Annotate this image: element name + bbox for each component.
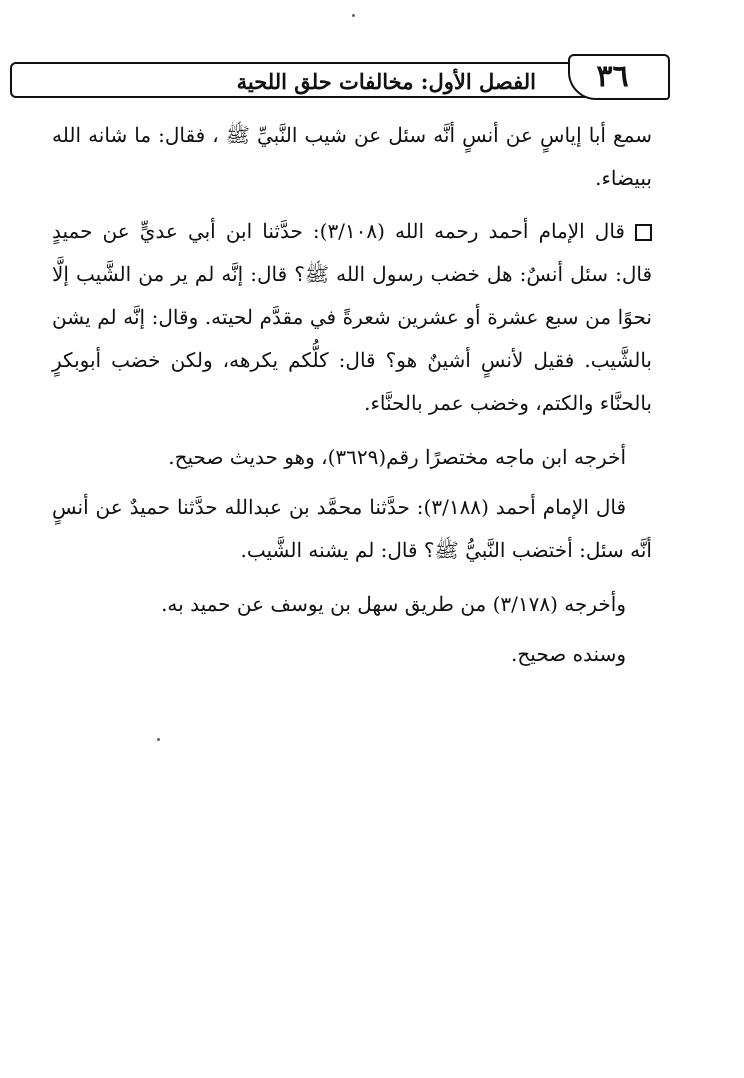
scan-speck [352,14,355,17]
paragraph-5: وأخرجه (٣/١٧٨) من طريق سهل بن يوسف عن حميد به. [161,592,626,616]
paragraph-6: وسنده صحيح. [511,642,626,666]
paragraph-3: أخرجه ابن ماجه مختصرًا رقم(٣٦٢٩)، وهو حديث صحيح. [168,445,626,469]
paragraph-2-container [52,210,652,425]
paragraph-2: قال الإمام أحمد رحمه الله (٣/١٠٨): حدَّثنا ابن أبي عديٍّ عن حميدٍ قال: سئل أنسٌ: هل خضب رسول الله ﷺ؟ قال: إنَّه لم ير من الشَّيب إلَّا نحوًا من سبع عشرة أو عشرين شعرةً في مقدَّم لحيته. وقال: إنَّه لم يشن بالشَّيب. فقيل لأنسٍ أشينٌ هو؟ قال: كلُّكم يكرهه، ولكن خضب أبوبكرٍ بالحنَّاء والكتم، وخضب عمر بالحنَّاء. [52,219,652,415]
paragraph-1: سمع أبا إياسٍ عن أنسٍ أنَّه سئل عن شيب النَّبيِّ ﷺ ، فقال: ما شانه الله ببيضاء. [52,123,652,190]
page-number: ٣٦ [596,58,629,94]
paragraph-4: قال الإمام أحمد (٣/١٨٨): حدَّثنا محمَّد بن عبدالله حدَّثنا حميدٌ عن أنسٍ أنَّه سئل: أختضب النَّبيُّ ﷺ؟ قال: لم يشنه الشَّيب. [52,495,652,562]
square-bullet-icon [635,224,652,241]
scan-speck [157,738,160,741]
chapter-title: الفصل الأول: مخالفات حلق اللحية [236,68,536,94]
